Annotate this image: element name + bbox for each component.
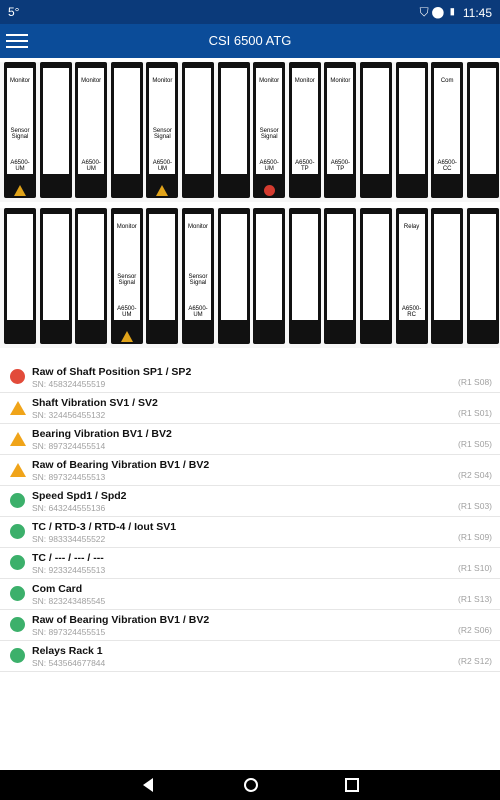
- slot-top-label: Monitor: [9, 78, 30, 84]
- item-sn: SN: 643244555136: [32, 503, 106, 513]
- slot-bottom-label: A6500-TP: [330, 160, 351, 172]
- rack1-slot-4[interactable]: [111, 62, 143, 198]
- item-title: Raw of Bearing Vibration BV1 / BV2: [32, 459, 210, 471]
- item-location: (R1 S09): [457, 532, 492, 542]
- list-item[interactable]: [0, 424, 500, 455]
- item-location: (R1 S03): [457, 501, 492, 511]
- list-item[interactable]: [0, 455, 500, 486]
- warning-icon: [10, 401, 26, 415]
- item-title: Bearing Vibration BV1 / BV2: [32, 428, 172, 440]
- slot-bottom-label: A6500-TP: [295, 160, 315, 172]
- slot-status: [360, 182, 392, 198]
- list-item[interactable]: [0, 486, 500, 517]
- item-sn: SN: 543564677844: [32, 658, 106, 668]
- ok-icon: [10, 586, 25, 601]
- slot-face: [221, 214, 247, 320]
- rack1-slot-2[interactable]: [40, 62, 72, 198]
- item-title: Shaft Vibration SV1 / SV2: [32, 397, 158, 409]
- status-time: 11:45: [462, 5, 492, 20]
- warning-icon: [156, 185, 168, 196]
- slot-status: [253, 328, 285, 344]
- error-icon: [264, 185, 275, 196]
- rack2-slot-5[interactable]: [146, 208, 178, 344]
- slot-face: [292, 68, 318, 174]
- item-location: (R2 S06): [457, 625, 492, 635]
- slot-mid-label: Sensor Signal: [259, 128, 279, 140]
- rack-2: [0, 208, 500, 348]
- slot-top-label: Monitor: [187, 224, 208, 230]
- slot-face: [292, 214, 318, 320]
- slot-top-label: Relay: [403, 224, 420, 230]
- slot-status: [218, 328, 250, 344]
- item-title: Speed Spd1 / Spd2: [32, 490, 127, 502]
- slot-status: [146, 182, 178, 198]
- item-sn: SN: 324456455132: [32, 410, 106, 420]
- slot-status: [431, 182, 463, 198]
- item-location: (R1 S08): [457, 377, 492, 387]
- slot-face: [256, 214, 282, 320]
- slot-face: [185, 68, 211, 174]
- warning-icon: [121, 331, 133, 342]
- slot-face: [363, 214, 389, 320]
- slot-face: [7, 68, 33, 174]
- item-location: (R1 S01): [457, 408, 492, 418]
- slot-status: [360, 328, 392, 344]
- slot-face: [114, 214, 140, 320]
- list-item[interactable]: [0, 548, 500, 579]
- item-title: TC / RTD-3 / RTD-4 / Iout SV1: [32, 521, 177, 533]
- back-icon[interactable]: [143, 778, 153, 792]
- slot-face: [434, 214, 460, 320]
- rack2-slot-8[interactable]: [253, 208, 285, 344]
- slot-face: [327, 68, 353, 174]
- item-sn: SN: 897324455513: [32, 472, 106, 482]
- ok-icon: [10, 555, 25, 570]
- slot-face: [78, 214, 104, 320]
- item-title: Relays Rack 1: [32, 645, 103, 657]
- list-item[interactable]: [0, 641, 500, 672]
- slot-bottom-label: A6500-CC: [437, 160, 457, 172]
- warning-icon: [14, 185, 26, 196]
- list-item[interactable]: [0, 579, 500, 610]
- slot-face: [43, 214, 69, 320]
- rack1-slot-3[interactable]: [75, 62, 107, 198]
- item-sn: SN: 923324455513: [32, 565, 106, 575]
- slot-status: [75, 182, 107, 198]
- item-title: Raw of Shaft Position SP1 / SP2: [32, 366, 192, 378]
- slot-bottom-label: A6500-RC: [401, 306, 422, 318]
- item-sn: SN: 897324455515: [32, 627, 106, 637]
- rack1-slot-5[interactable]: [146, 62, 178, 198]
- item-sn: SN: 897324455514: [32, 441, 106, 451]
- rack2-slot-14[interactable]: [467, 208, 499, 344]
- slot-status: [218, 182, 250, 198]
- rack2-slot-1[interactable]: [4, 208, 36, 344]
- ok-icon: [10, 493, 25, 508]
- slot-face: [149, 214, 175, 320]
- slot-status: [431, 328, 463, 344]
- slot-mid-label: Sensor Signal: [188, 274, 208, 286]
- rack2-slot-10[interactable]: [324, 208, 356, 344]
- slot-bottom-label: A6500-UM: [152, 160, 173, 172]
- item-location: (R2 S04): [457, 470, 492, 480]
- item-location: (R1 S13): [457, 594, 492, 604]
- item-sn: SN: 983334455522: [32, 534, 106, 544]
- item-location: (R1 S05): [457, 439, 492, 449]
- error-icon: [10, 369, 25, 384]
- list-item[interactable]: [0, 610, 500, 641]
- recent-apps-icon[interactable]: [345, 778, 359, 792]
- slot-top-label: Monitor: [116, 224, 137, 230]
- slot-bottom-label: A6500-UM: [10, 160, 30, 172]
- slot-status: [111, 182, 143, 198]
- status-bar: [0, 0, 500, 24]
- slot-bottom-label: A6500-UM: [188, 306, 208, 318]
- list-item[interactable]: [0, 393, 500, 424]
- status-icons: ⛉ ⬤ ▮: [419, 5, 457, 19]
- slot-status: [40, 328, 72, 344]
- slot-top-label: Monitor: [294, 78, 315, 84]
- rack1-slot-12[interactable]: [396, 62, 428, 198]
- item-title: TC / --- / --- / ---: [32, 552, 104, 564]
- slot-mid-label: Sensor Signal: [117, 274, 137, 286]
- list-item[interactable]: [0, 517, 500, 548]
- rack1-slot-10[interactable]: [324, 62, 356, 198]
- rack1-slot-8[interactable]: [253, 62, 285, 198]
- slot-top-label: Monitor: [330, 78, 351, 84]
- slot-status: [396, 328, 428, 344]
- ok-icon: [10, 524, 25, 539]
- warning-icon: [10, 463, 26, 477]
- rack2-slot-2[interactable]: [40, 208, 72, 344]
- rack2-slot-9[interactable]: [289, 208, 321, 344]
- nav-bar: [0, 770, 500, 800]
- app-title: CSI 6500 ATG: [208, 33, 292, 48]
- slot-bottom-label: A6500-UM: [259, 160, 279, 172]
- rack2-slot-6[interactable]: [182, 208, 214, 344]
- rack2-slot-11[interactable]: [360, 208, 392, 344]
- item-title: Raw of Bearing Vibration BV1 / BV2: [32, 614, 210, 626]
- rack-1: [0, 62, 500, 202]
- rack1-slot-7[interactable]: [218, 62, 250, 198]
- slot-top-label: Com: [440, 78, 454, 84]
- slot-status: [75, 328, 107, 344]
- rack1-slot-14[interactable]: [467, 62, 499, 198]
- home-icon[interactable]: [244, 778, 258, 792]
- rack2-slot-3[interactable]: [75, 208, 107, 344]
- slot-mid-label: Sensor Signal: [152, 128, 172, 140]
- slot-status: [467, 182, 499, 198]
- rack1-slot-13[interactable]: [431, 62, 463, 198]
- slot-face: [114, 68, 140, 174]
- slot-face: [221, 68, 247, 174]
- rack1-slot-6[interactable]: [182, 62, 214, 198]
- slot-status: [182, 182, 214, 198]
- rack1-slot-9[interactable]: [289, 62, 321, 198]
- rack2-slot-13[interactable]: [431, 208, 463, 344]
- status-left: 5°: [8, 5, 20, 19]
- slot-status: [289, 328, 321, 344]
- warning-icon: [10, 432, 26, 446]
- slot-face: [43, 68, 69, 174]
- ok-icon: [10, 648, 25, 663]
- slot-face: [470, 68, 496, 174]
- slot-top-label: Monitor: [81, 78, 102, 84]
- rack2-slot-12[interactable]: [396, 208, 428, 344]
- slot-face: [434, 68, 460, 174]
- slot-status: [289, 182, 321, 198]
- slot-status: [396, 182, 428, 198]
- rack1-slot-1[interactable]: [4, 62, 36, 198]
- slot-face: [149, 68, 175, 174]
- slot-face: [185, 214, 211, 320]
- slot-face: [7, 214, 33, 320]
- slot-face: [78, 68, 104, 174]
- slot-mid-label: Sensor Signal: [10, 128, 30, 140]
- rack2-slot-7[interactable]: [218, 208, 250, 344]
- item-sn: SN: 458324455519: [32, 379, 106, 389]
- slot-face: [470, 214, 496, 320]
- slot-bottom-label: A6500-UM: [81, 160, 101, 172]
- ok-icon: [10, 617, 25, 632]
- slot-status: [111, 328, 143, 344]
- slot-face: [363, 68, 389, 174]
- slot-status: [40, 182, 72, 198]
- slot-face: [399, 68, 425, 174]
- slot-status: [4, 328, 36, 344]
- item-sn: SN: 823243485545: [32, 596, 106, 606]
- rack1-slot-11[interactable]: [360, 62, 392, 198]
- list-item[interactable]: [0, 362, 500, 393]
- slot-status: [467, 328, 499, 344]
- slot-face: [327, 214, 353, 320]
- slot-status: [182, 328, 214, 344]
- status-list: [0, 362, 500, 672]
- app-bar: [0, 24, 500, 58]
- slot-face: [399, 214, 425, 320]
- slot-status: [253, 182, 285, 198]
- item-location: (R2 S12): [457, 656, 492, 666]
- slot-status: [324, 328, 356, 344]
- rack2-slot-4[interactable]: [111, 208, 143, 344]
- slot-top-label: Monitor: [152, 78, 173, 84]
- slot-face: [256, 68, 282, 174]
- status-right: [420, 5, 492, 20]
- slot-status: [324, 182, 356, 198]
- slot-bottom-label: A6500-UM: [117, 306, 137, 318]
- item-title: Com Card: [32, 583, 83, 595]
- item-location: (R1 S10): [457, 563, 492, 573]
- slot-status: [146, 328, 178, 344]
- slot-status: [4, 182, 36, 198]
- slot-top-label: Monitor: [259, 78, 280, 84]
